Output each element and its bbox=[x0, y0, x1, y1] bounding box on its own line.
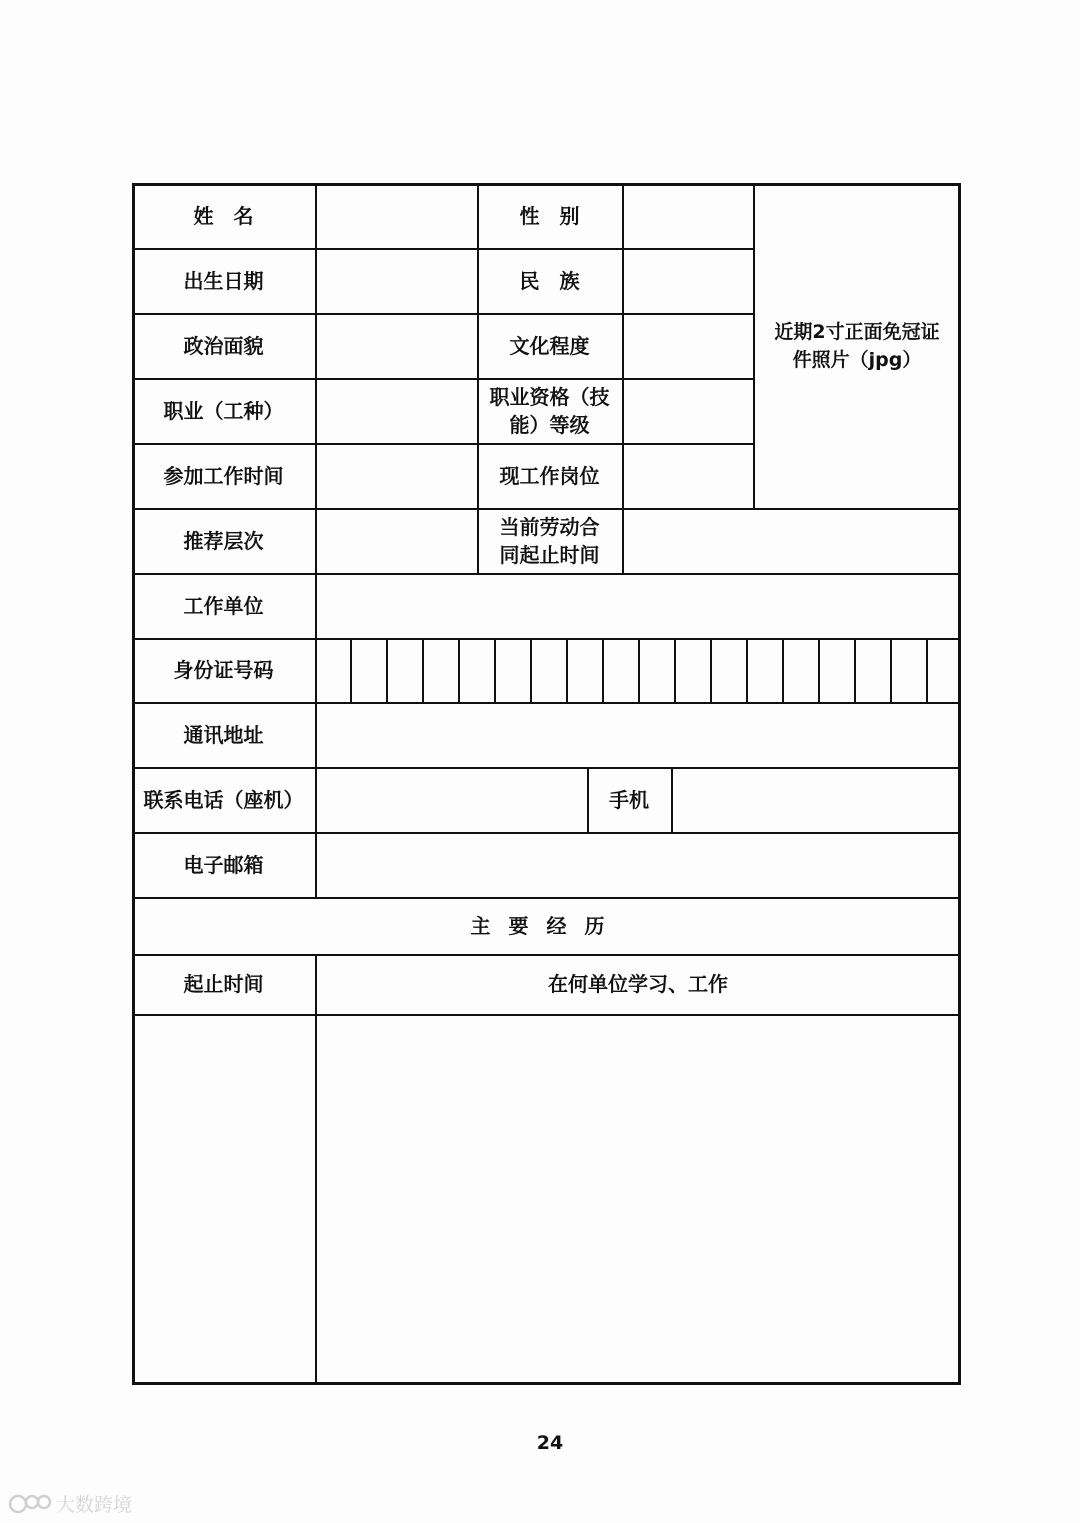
input-gender[interactable] bbox=[622, 183, 753, 248]
input-occupation[interactable] bbox=[315, 378, 477, 443]
input-employer[interactable] bbox=[315, 573, 961, 638]
label-contract-period: 当前劳动合同起止时间 bbox=[499, 514, 600, 567]
id-digit-divider bbox=[674, 638, 676, 702]
input-education[interactable] bbox=[622, 313, 753, 378]
row-divider bbox=[132, 638, 961, 640]
label-email: 电子邮箱 bbox=[183, 852, 264, 877]
label-gender: 性 别 bbox=[519, 203, 580, 228]
col-divider bbox=[315, 954, 317, 1385]
label-political-status: 政治面貌 bbox=[183, 333, 264, 358]
input-experience-place[interactable] bbox=[315, 1014, 961, 1385]
row-divider bbox=[132, 832, 961, 834]
input-contract-period[interactable] bbox=[622, 508, 961, 573]
row-divider bbox=[132, 767, 961, 769]
id-digit-divider bbox=[602, 638, 604, 702]
id-digit-divider bbox=[638, 638, 640, 702]
registration-form bbox=[132, 183, 961, 1385]
label-mobile: 手机 bbox=[609, 787, 649, 812]
id-digit-divider bbox=[530, 638, 532, 702]
input-phone[interactable] bbox=[315, 767, 587, 832]
input-experience-period[interactable] bbox=[132, 1014, 315, 1385]
label-work-start: 参加工作时间 bbox=[163, 463, 284, 488]
page-number: 24 bbox=[536, 1432, 564, 1454]
input-recommend-level[interactable] bbox=[315, 508, 477, 573]
col-header-period: 起止时间 bbox=[183, 972, 264, 996]
id-digit-divider bbox=[494, 638, 496, 702]
label-current-post: 现工作岗位 bbox=[499, 463, 600, 488]
id-digit-divider bbox=[422, 638, 424, 702]
row-divider bbox=[132, 313, 753, 315]
row-divider bbox=[132, 443, 753, 445]
input-current-post[interactable] bbox=[622, 443, 753, 508]
label-name: 姓 名 bbox=[193, 203, 254, 228]
col-header-place: 在何单位学习、工作 bbox=[548, 972, 728, 996]
id-digit-divider bbox=[350, 638, 352, 702]
id-digit-divider bbox=[710, 638, 712, 702]
section-title-experience: 主要经历 bbox=[470, 913, 623, 938]
label-ethnicity: 民 族 bbox=[519, 268, 580, 293]
watermark bbox=[8, 1490, 132, 1517]
col-divider bbox=[315, 183, 317, 897]
col-divider bbox=[622, 183, 624, 573]
input-name[interactable] bbox=[315, 183, 477, 248]
label-address: 通讯地址 bbox=[183, 722, 264, 747]
watermark-logo-icon bbox=[8, 1492, 52, 1516]
row-divider bbox=[132, 954, 961, 956]
label-id-number: 身份证号码 bbox=[173, 658, 274, 682]
id-digit-divider bbox=[926, 638, 928, 702]
input-work-start[interactable] bbox=[315, 443, 477, 508]
row-divider bbox=[132, 897, 961, 899]
input-mobile[interactable] bbox=[671, 767, 961, 832]
label-education: 文化程度 bbox=[509, 333, 590, 358]
row-divider bbox=[132, 573, 961, 575]
col-divider bbox=[671, 767, 673, 832]
id-digit-divider bbox=[386, 638, 388, 702]
id-digit-divider bbox=[782, 638, 784, 702]
label-employer: 工作单位 bbox=[183, 593, 264, 618]
input-address[interactable] bbox=[315, 702, 961, 767]
input-qualification[interactable] bbox=[622, 378, 753, 443]
label-occupation: 职业（工种） bbox=[163, 398, 284, 423]
input-email[interactable] bbox=[315, 832, 961, 897]
col-divider bbox=[587, 767, 589, 832]
row-divider bbox=[132, 378, 753, 380]
id-digit-divider bbox=[854, 638, 856, 702]
id-digit-divider bbox=[566, 638, 568, 702]
label-qualification: 职业资格（技能）等级 bbox=[489, 384, 610, 437]
col-divider bbox=[753, 183, 755, 508]
input-birth-date[interactable] bbox=[315, 248, 477, 313]
id-digit-divider bbox=[890, 638, 892, 702]
row-divider bbox=[132, 1014, 961, 1016]
watermark-text: 大数跨境 bbox=[56, 1494, 133, 1516]
label-birth-date: 出生日期 bbox=[183, 268, 264, 293]
input-ethnicity[interactable] bbox=[622, 248, 753, 313]
label-phone: 联系电话（座机） bbox=[143, 787, 304, 812]
id-digit-divider bbox=[458, 638, 460, 702]
id-digit-divider bbox=[818, 638, 820, 702]
row-divider bbox=[132, 508, 961, 510]
photo-placeholder[interactable]: 近期2寸正面免冠证件照片（jpg） bbox=[774, 320, 940, 371]
id-digit-divider bbox=[746, 638, 748, 702]
col-divider bbox=[477, 183, 479, 573]
row-divider bbox=[132, 248, 753, 250]
label-recommend-level: 推荐层次 bbox=[183, 528, 264, 553]
input-political-status[interactable] bbox=[315, 313, 477, 378]
row-divider bbox=[132, 702, 961, 704]
